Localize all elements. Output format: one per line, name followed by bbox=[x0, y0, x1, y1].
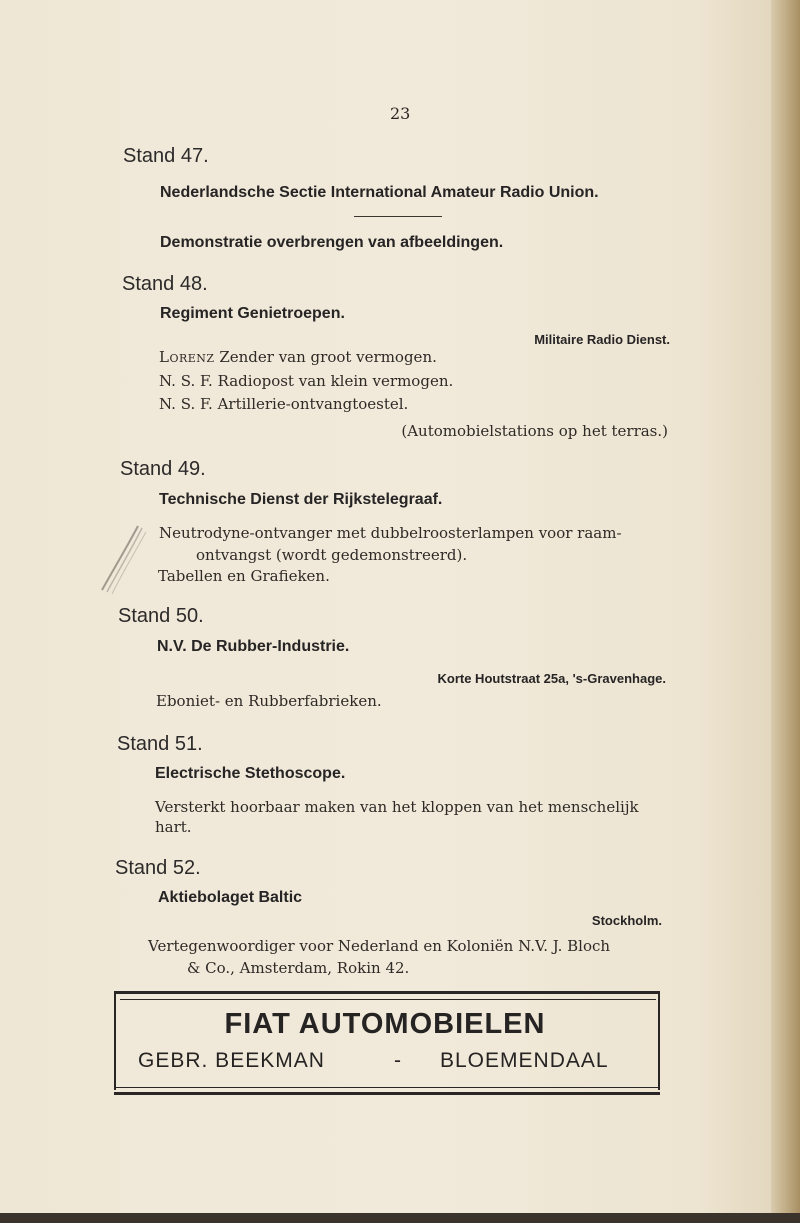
page-number: 23 bbox=[390, 104, 411, 123]
ad-border-bottom-thin bbox=[114, 1087, 660, 1088]
stand-52-line-2: & Co., Amsterdam, Rokin 42. bbox=[187, 959, 410, 977]
lorenz-smallcaps: Lorenz bbox=[159, 348, 215, 366]
stand-49-heading: Technische Dienst der Rijkstelegraaf. bbox=[159, 491, 443, 508]
stand-48-line-4: (Automobielstations op het terras.) bbox=[401, 422, 668, 440]
section-divider bbox=[354, 216, 442, 217]
stand-49-line-3: Tabellen en Grafieken. bbox=[158, 567, 330, 585]
ad-separator: - bbox=[394, 1049, 402, 1072]
ad-border-bottom-thick bbox=[114, 1092, 660, 1095]
stand-52-heading: Aktiebolaget Baltic bbox=[158, 889, 303, 906]
stand-51-line-2: hart. bbox=[155, 818, 192, 836]
stand-49-line-1: Neutrodyne-ontvanger met dubbelroosterlampen voor raam- bbox=[159, 524, 622, 542]
stand-51-line-1: Versterkt hoorbaar maken van het kloppen van het menschelijk bbox=[155, 798, 639, 816]
ad-title: FIAT AUTOMOBIELEN bbox=[224, 1008, 546, 1040]
stand-49-title: Stand 49. bbox=[120, 458, 206, 480]
stand-50-line-1: Eboniet- en Rubberfabrieken. bbox=[156, 692, 382, 710]
stand-47-title: Stand 47. bbox=[123, 145, 209, 167]
stand-50-title: Stand 50. bbox=[118, 605, 204, 627]
stand-48-heading: Regiment Genietroepen. bbox=[160, 305, 345, 322]
stand-47-heading: Nederlandsche Sectie International Amateur Radio Union. bbox=[160, 184, 599, 201]
stand-48-line-1-text: Zender van groot vermogen. bbox=[214, 348, 437, 366]
stand-48-line-2: N. S. F. Radiopost van klein vermogen. bbox=[159, 372, 454, 390]
ad-location: BLOEMENDAAL bbox=[440, 1049, 609, 1072]
stand-51-title: Stand 51. bbox=[117, 733, 203, 755]
stand-50-location: Korte Houtstraat 25a, 's-Gravenhage. bbox=[437, 671, 666, 686]
stand-48-line-3: N. S. F. Artillerie-ontvangtoestel. bbox=[159, 395, 409, 413]
stand-48-location: Militaire Radio Dienst. bbox=[534, 332, 670, 347]
stand-52-title: Stand 52. bbox=[115, 857, 201, 879]
stand-52-location: Stockholm. bbox=[591, 913, 662, 928]
scan-bottom-edge bbox=[0, 1213, 800, 1223]
page-edge-binding bbox=[771, 0, 800, 1223]
stand-47-line-1: Demonstratie overbrengen van afbeeldingen. bbox=[160, 234, 504, 251]
stand-48-line-1 bbox=[159, 348, 437, 366]
ad-company: GEBR. BEEKMAN bbox=[138, 1049, 325, 1072]
stand-49-line-2: ontvangst (wordt gedemonstreerd). bbox=[196, 546, 468, 564]
advertisement-box bbox=[114, 992, 660, 1090]
stand-51-heading: Electrische Stethoscope. bbox=[155, 765, 346, 782]
stand-48-title: Stand 48. bbox=[122, 273, 208, 295]
stand-50-heading: N.V. De Rubber-Industrie. bbox=[157, 638, 350, 655]
pencil-mark bbox=[98, 520, 158, 600]
stand-52-line-1: Vertegenwoordiger voor Nederland en Koloniën N.V. J. Bloch bbox=[148, 937, 611, 955]
